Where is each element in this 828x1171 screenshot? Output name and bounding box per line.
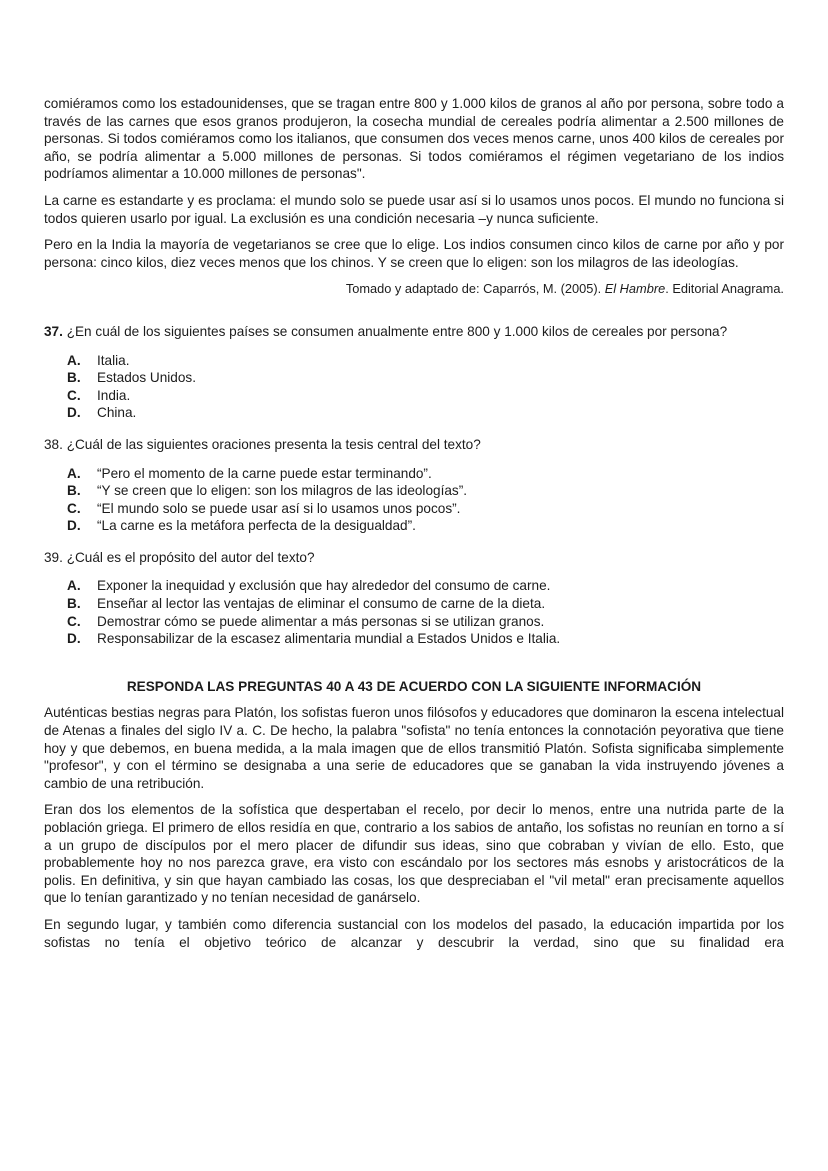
option-text: Italia. bbox=[97, 352, 130, 368]
option-text: “La carne es la metáfora perfecta de la desigualdad”. bbox=[97, 518, 416, 534]
option-letter: A. bbox=[67, 578, 81, 594]
option-letter: A. bbox=[67, 352, 81, 368]
answer-option[interactable] bbox=[67, 352, 784, 370]
question-39 bbox=[44, 549, 784, 648]
question-38 bbox=[44, 436, 784, 535]
answer-option[interactable] bbox=[67, 595, 784, 613]
question-number: 38. bbox=[44, 436, 63, 452]
option-letter: B. bbox=[67, 596, 81, 612]
reading-passage-2 bbox=[44, 704, 784, 951]
option-text: China. bbox=[97, 405, 137, 421]
section-heading: RESPONDA LAS PREGUNTAS 40 A 43 DE ACUERDO CON LA SIGUIENTE INFORMACIÓN bbox=[126, 678, 702, 694]
passage-paragraph: Eran dos los elementos de la sofística que despertaban el recelo, por decir lo menos, entre una nutrida parte de la población griega. El primero de ellos residía en que, contrario a los sabios de antaño, los sofistas no reunían en torno a sí a un grupo de discípulos por el mero placer de difundir sus ideas, sino que cobraban y vivían de ello. Esto, que probablemente hoy no nos parezca grave, era visto con escándalo por los sectores más esnobs y aristocráticos de la polis. En definitiva, y sin que hayan cambiado las cosas, los que despreciaban el "vil metal" eran precisamente aquellos que lo tenían garantizado y no tenían necesidad de ganárselo. bbox=[44, 802, 784, 906]
question-number: 39. bbox=[44, 549, 63, 565]
answer-option[interactable] bbox=[67, 387, 784, 405]
citation-title: El Hambre bbox=[604, 281, 666, 297]
answer-option[interactable] bbox=[67, 517, 784, 535]
option-text: Responsabilizar de la escasez alimentaria mundial a Estados Unidos e Italia. bbox=[97, 631, 561, 647]
answer-options bbox=[44, 352, 784, 422]
question-prompt bbox=[44, 549, 784, 567]
option-text: “Pero el momento de la carne puede estar terminando”. bbox=[97, 465, 432, 481]
reading-passage-1 bbox=[44, 95, 784, 298]
option-text: Exponer la inequidad y exclusión que hay alrededor del consumo de carne. bbox=[97, 578, 551, 594]
answer-options bbox=[44, 465, 784, 535]
question-number: 37. bbox=[44, 323, 63, 339]
passage-paragraph: comiéramos como los estadounidenses, que se tragan entre 800 y 1.000 kilos de granos al año por persona, sobre todo a través de las carnes que esos granos produjeron, la cosecha mundial de cereales podría alimentar a 2.500 millones de personas. Si todos comiéramos como los italianos, que consumen dos veces menos carne, unos 400 kilos de cereales por año, se podría alimentar a 5.000 millones de personas. Si todos comiéramos el régimen vegetariano de los indios podríamos alimentar a 10.000 millones de personas". bbox=[44, 96, 784, 182]
answer-option[interactable] bbox=[67, 369, 784, 387]
citation-publisher: . Editorial Anagrama. bbox=[665, 281, 784, 297]
answer-option[interactable] bbox=[67, 577, 784, 595]
question-prompt bbox=[44, 323, 784, 341]
option-text: “Y se creen que lo eligen: son los milagros de las ideologías”. bbox=[97, 483, 468, 499]
option-letter: A. bbox=[67, 465, 81, 481]
answer-options bbox=[44, 577, 784, 647]
question-text: ¿Cuál de las siguientes oraciones presenta la tesis central del texto? bbox=[66, 436, 481, 452]
option-letter: B. bbox=[67, 483, 81, 499]
option-letter: B. bbox=[67, 370, 81, 386]
question-text: ¿En cuál de los siguientes países se consumen anualmente entre 800 y 1.000 kilos de cereales por persona? bbox=[66, 323, 728, 339]
answer-option[interactable] bbox=[67, 482, 784, 500]
option-letter: D. bbox=[67, 631, 81, 647]
passage-paragraph: En segundo lugar, y también como diferencia sustancial con los modelos del pasado, la educación impartida por los sofistas no tenía el objetivo teórico de alcanzar y descubrir la verdad, sino que su finalidad era bbox=[44, 916, 784, 950]
passage-paragraph: La carne es estandarte y es proclama: el mundo solo se puede usar así si lo usamos unos pocos. El mundo no funciona si todos quieren usarlo por igual. La exclusión es una condición necesaria –y nunca suficiente. bbox=[44, 192, 784, 226]
passage-paragraph: Pero en la India la mayoría de vegetarianos se cree que lo elige. Los indios consumen cinco kilos de carne por año y por persona: cinco kilos, diez veces menos que los chinos. Y se creen que lo eligen: son los milagros de las ideologías. bbox=[44, 237, 784, 270]
option-letter: D. bbox=[67, 405, 81, 421]
option-letter: C. bbox=[67, 387, 81, 403]
question-prompt bbox=[44, 436, 784, 454]
option-text: India. bbox=[97, 387, 131, 403]
option-letter: C. bbox=[67, 613, 81, 629]
question-text: ¿Cuál es el propósito del autor del texto? bbox=[66, 549, 315, 565]
source-citation bbox=[44, 280, 784, 298]
answer-option[interactable] bbox=[67, 404, 784, 422]
option-text: “El mundo solo se puede usar así si lo usamos unos pocos”. bbox=[97, 500, 461, 516]
option-text: Estados Unidos. bbox=[97, 370, 196, 386]
passage-paragraph: Auténticas bestias negras para Platón, los sofistas fueron unos filósofos y educadores que dominaron la escena intelectual de Atenas a finales del siglo IV a. C. De hecho, la palabra "sofista" no tenía entonces la connotación peyorativa que tiene hoy y que debemos, en buena medida, a la mala imagen que de ellos transmitió Platón. Sofista significaba simplemente "profesor", y con el término se designaba a una serie de educadores que se ganaban la vida instruyendo jóvenes a cambio de una retribución. bbox=[44, 705, 784, 791]
option-text: Enseñar al lector las ventajas de eliminar el consumo de carne de la dieta. bbox=[97, 596, 546, 612]
answer-option[interactable] bbox=[67, 630, 784, 648]
option-letter: D. bbox=[67, 518, 81, 534]
option-letter: C. bbox=[67, 500, 81, 516]
answer-option[interactable] bbox=[67, 613, 784, 631]
citation-text: Tomado y adaptado de: Caparrós, M. (2005). bbox=[345, 281, 605, 297]
question-37 bbox=[44, 323, 784, 422]
answer-option[interactable] bbox=[67, 500, 784, 518]
option-text: Demostrar cómo se puede alimentar a más personas si se utilizan granos. bbox=[97, 613, 545, 629]
answer-option[interactable] bbox=[67, 465, 784, 483]
